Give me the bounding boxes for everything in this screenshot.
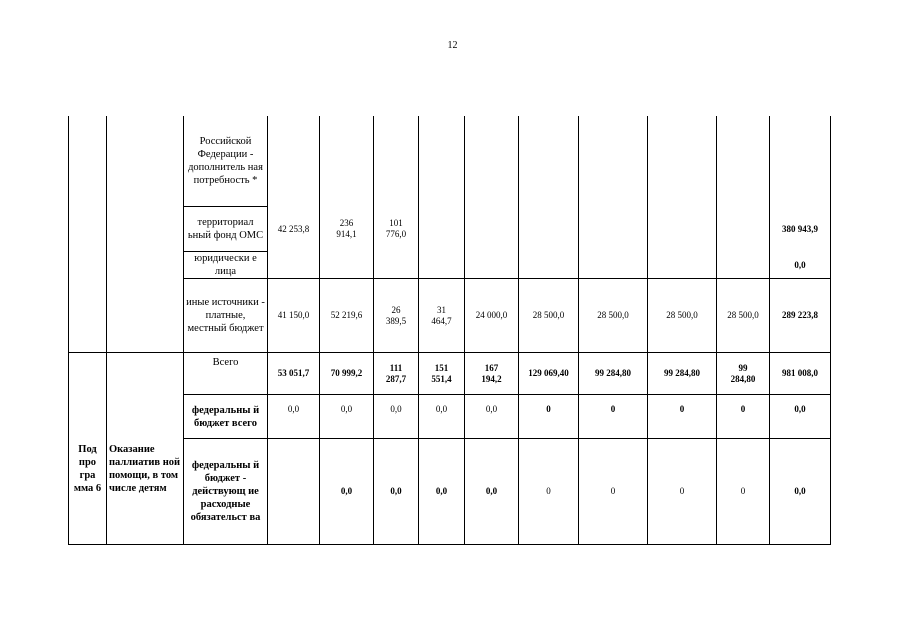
value-cell: 0 [679,486,685,496]
value-cell: 42 253,8 [277,223,310,234]
table-line [830,116,831,545]
table-line [183,394,831,395]
source-label: юридически е лица [194,253,257,277]
value-cell: 0,0 [390,486,402,496]
value-cell: 236 914,1 [336,218,357,239]
value-cell: 99 284,80 [595,368,631,378]
value-cell: 151 551,4 [431,362,452,384]
value-cell: 0,0 [485,404,498,414]
total-cell: 0,0 [794,404,806,414]
source-label: территориал ьный фонд ОМС [187,217,264,241]
value-cell: 0 [610,404,616,414]
value-cell: 99 284,80 [664,368,700,378]
total-cell: 0,0 [794,486,806,496]
value-cell: 0,0 [390,404,402,414]
value-cell: 28 500,0 [532,310,565,320]
source-label: иные источники - платные, местный бюджет [186,297,265,334]
value-cell: 101 776,0 [385,218,407,239]
value-cell: 167 194,2 [481,362,502,384]
value-cell: 28 500,0 [727,310,759,320]
source-label: федеральны й бюджет - действующ ие расходные обязательст ва [190,460,261,523]
total-cell: 380 943,9 [782,223,818,234]
source-label: Всего [212,357,239,368]
subprogram-label: Под про гра мма 6 [73,443,102,494]
value-cell: 52 219,6 [330,310,363,320]
value-cell: 28 500,0 [597,310,629,320]
value-cell: 0,0 [340,486,353,496]
value-cell: 0 [546,486,551,496]
value-cell: 0 [740,486,746,496]
value-cell: 111 287,7 [385,362,407,384]
value-cell: 0 [546,404,551,414]
value-cell: 0 [610,486,616,496]
value-cell: 0,0 [485,486,498,496]
total-cell: 0,0 [794,259,806,270]
value-cell: 41 150,0 [277,310,310,320]
table-line [68,116,69,545]
value-cell: 0,0 [287,404,300,414]
value-cell: 70 999,2 [330,368,363,378]
source-label: федеральны й бюджет всего [191,404,260,429]
value-cell: 0 [679,404,685,414]
total-cell: 289 223,8 [782,310,818,320]
value-cell: 0,0 [340,404,353,414]
total-cell: 981 008,0 [782,368,818,378]
value-cell: 53 051,7 [277,368,310,378]
value-cell: 0,0 [435,404,448,414]
subprogram-name: Оказание паллиатив ной помощи, в том числе детям [109,443,181,494]
value-cell: 28 500,0 [666,310,698,320]
source-label: Российской Федерации - дополнитель ная потребность * [188,136,263,186]
value-cell: 0,0 [435,486,448,496]
value-cell: 129 069,40 [528,368,569,378]
table-line [106,116,107,545]
value-cell: 0 [740,404,746,414]
value-cell: 26 389,5 [385,304,407,326]
value-cell: 99 284,80 [730,362,756,384]
value-cell: 31 464,7 [431,304,452,326]
value-cell: 24 000,0 [475,310,508,320]
page-number: 12 [447,40,458,51]
